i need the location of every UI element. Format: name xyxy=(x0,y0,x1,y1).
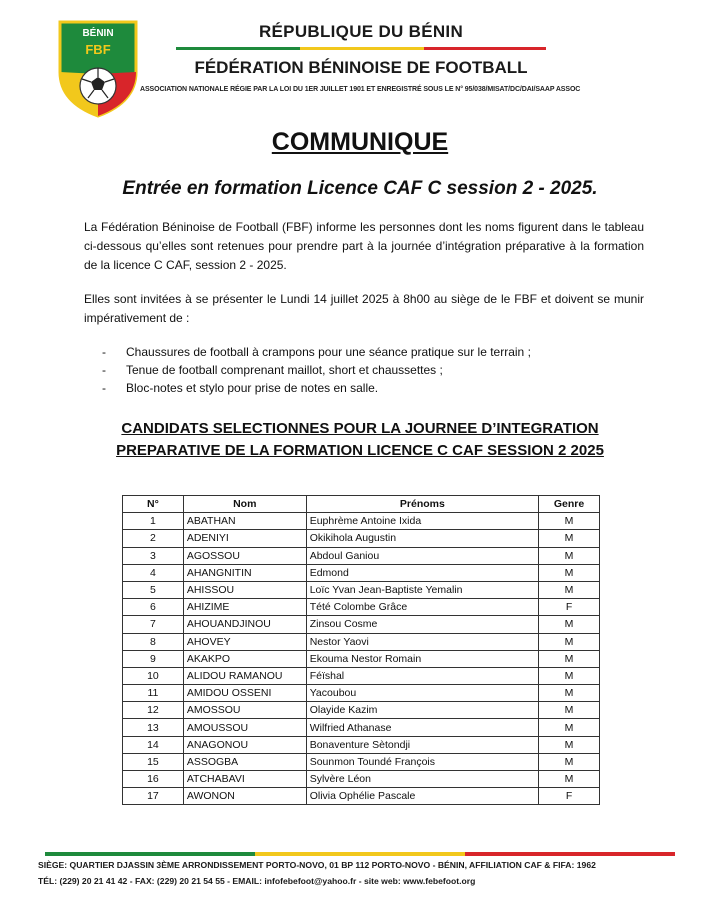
row-name: ATCHABAVI xyxy=(183,771,306,788)
row-gender: M xyxy=(539,513,600,530)
row-first-names: Okikihola Augustin xyxy=(306,530,538,547)
candidates-table xyxy=(122,495,600,805)
header-gender: Genre xyxy=(539,496,600,513)
row-number: 7 xyxy=(123,616,184,633)
footer-stripe-green xyxy=(45,852,255,856)
row-number: 10 xyxy=(123,667,184,684)
header-stripe-red xyxy=(424,47,546,50)
row-number: 11 xyxy=(123,685,184,702)
table-row xyxy=(123,530,600,547)
table-row xyxy=(123,547,600,564)
table-row xyxy=(123,719,600,736)
row-first-names: Tété Colombe Grâce xyxy=(306,599,538,616)
table-row xyxy=(123,564,600,581)
row-gender: M xyxy=(539,702,600,719)
row-name: AHOVEY xyxy=(183,633,306,650)
row-first-names: Euphrème Antoine Ixida xyxy=(306,513,538,530)
row-number: 2 xyxy=(123,530,184,547)
row-first-names: Sylvère Léon xyxy=(306,771,538,788)
footer-address: SIÈGE: QUARTIER DJASSIN 3ÈME ARRONDISSEMENT PORTO-NOVO, 01 BP 112 PORTO-NOVO - BÉNIN, AFFILIATION CAF & FIFA: 1962 xyxy=(38,860,596,870)
header-first-names: Prénoms xyxy=(306,496,538,513)
row-gender: M xyxy=(539,547,600,564)
candidates-section-title: CANDIDATS SELECTIONNES POUR LA JOURNEE D’INTEGRATION PREPARATIVE DE LA FORMATION LICENCE C CAF SESSION 2 2025 xyxy=(116,420,604,459)
row-name: AHISSOU xyxy=(183,581,306,598)
communique-subtitle: Entrée en formation Licence CAF C session 2 - 2025. xyxy=(122,178,598,199)
row-number: 5 xyxy=(123,581,184,598)
registration-line: ASSOCIATION NATIONALE RÉGIE PAR LA LOI DU 1ER JUILLET 1901 ET ENREGISTRÉ SOUS LE N° 95/038/MISAT/DC/DAI/SAAP ASSOC xyxy=(140,86,581,93)
row-number: 14 xyxy=(123,736,184,753)
row-name: ASSOGBA xyxy=(183,753,306,770)
table-row xyxy=(123,788,600,805)
table-row xyxy=(123,685,600,702)
row-name: AMOSSOU xyxy=(183,702,306,719)
intro-paragraph: La Fédération Béninoise de Football (FBF) informe les personnes dont les noms figurent dans le tableau ci-dessous qu’elles sont retenues pour prendre part à la journée d’intégration préparative à la formation de la licence C CAF, session 2 - 2025. xyxy=(84,220,644,272)
row-first-names: Nestor Yaovi xyxy=(306,633,538,650)
row-gender: M xyxy=(539,719,600,736)
row-first-names: Loïc Yvan Jean-Baptiste Yemalin xyxy=(306,581,538,598)
row-gender: F xyxy=(539,788,600,805)
row-number: 12 xyxy=(123,702,184,719)
row-name: AHOUANDJINOU xyxy=(183,616,306,633)
row-first-names: Wilfried Athanase xyxy=(306,719,538,736)
row-gender: M xyxy=(539,650,600,667)
row-name: AMOUSSOU xyxy=(183,719,306,736)
row-first-names: Abdoul Ganiou xyxy=(306,547,538,564)
table-row xyxy=(123,599,600,616)
footer-stripe-red xyxy=(465,852,675,856)
list-item: - Chaussures de football à crampons pour une séance pratique sur le terrain ; xyxy=(102,345,531,359)
bullet-marker: - xyxy=(102,345,106,359)
footer-contact: TÉL: (229) 20 21 41 42 - FAX: (229) 20 21 54 55 - EMAIL: infofebefoot@yahoo.fr - site web: www.febefoot.org xyxy=(38,876,476,886)
row-gender: M xyxy=(539,685,600,702)
communique-title: COMMUNIQUE xyxy=(271,128,449,156)
row-name: AGOSSOU xyxy=(183,547,306,564)
row-name: AKAKPO xyxy=(183,650,306,667)
row-first-names: Olayide Kazim xyxy=(306,702,538,719)
list-item: - Bloc-notes et stylo pour prise de notes en salle. xyxy=(102,381,379,395)
row-name: ADENIYI xyxy=(183,530,306,547)
row-number: 17 xyxy=(123,788,184,805)
row-number: 9 xyxy=(123,650,184,667)
row-gender: M xyxy=(539,771,600,788)
table-row xyxy=(123,736,600,753)
table-row xyxy=(123,513,600,530)
row-first-names: Sounmon Toundé François xyxy=(306,753,538,770)
table-row xyxy=(123,633,600,650)
row-first-names: Bonaventure Sètondji xyxy=(306,736,538,753)
row-gender: M xyxy=(539,581,600,598)
table-row xyxy=(123,753,600,770)
federation-title: FÉDÉRATION BÉNINOISE DE FOOTBALL xyxy=(194,58,528,77)
row-gender: M xyxy=(539,667,600,684)
row-gender: M xyxy=(539,564,600,581)
row-number: 13 xyxy=(123,719,184,736)
row-number: 3 xyxy=(123,547,184,564)
row-number: 16 xyxy=(123,771,184,788)
row-name: AHIZIME xyxy=(183,599,306,616)
row-first-names: Ekouma Nestor Romain xyxy=(306,650,538,667)
header-stripe-green xyxy=(176,47,300,50)
table-header-row xyxy=(123,496,600,513)
row-first-names: Zinsou Cosme xyxy=(306,616,538,633)
logo-country-text: BÉNIN xyxy=(82,28,114,39)
row-first-names: Féïshal xyxy=(306,667,538,684)
row-gender: M xyxy=(539,616,600,633)
fbf-logo xyxy=(50,14,146,118)
row-number: 15 xyxy=(123,753,184,770)
row-name: AMIDOU OSSENI xyxy=(183,685,306,702)
footer-stripe-yellow xyxy=(255,852,465,856)
bullet-marker: - xyxy=(102,381,106,395)
table-row xyxy=(123,667,600,684)
row-number: 4 xyxy=(123,564,184,581)
row-name: ANAGONOU xyxy=(183,736,306,753)
row-number: 6 xyxy=(123,599,184,616)
row-name: AWONON xyxy=(183,788,306,805)
table-row xyxy=(123,616,600,633)
row-gender: F xyxy=(539,599,600,616)
row-number: 1 xyxy=(123,513,184,530)
equipment-list xyxy=(102,343,622,397)
table-row xyxy=(123,650,600,667)
republic-title: RÉPUBLIQUE DU BÉNIN xyxy=(258,22,464,41)
row-gender: M xyxy=(539,753,600,770)
row-first-names: Yacoubou xyxy=(306,685,538,702)
header-stripe-yellow xyxy=(300,47,424,50)
row-gender: M xyxy=(539,530,600,547)
row-number: 8 xyxy=(123,633,184,650)
header-name: Nom xyxy=(183,496,306,513)
row-gender: M xyxy=(539,633,600,650)
header-number: N° xyxy=(123,496,184,513)
row-gender: M xyxy=(539,736,600,753)
instructions-paragraph: Elles sont invitées à se présenter le Lundi 14 juillet 2025 à 8h00 au siège de le FBF et doivent se munir impérativement de : xyxy=(84,292,644,325)
row-name: ALIDOU RAMANOU xyxy=(183,667,306,684)
row-first-names: Olivia Ophélie Pascale xyxy=(306,788,538,805)
list-item: - Tenue de football comprenant maillot, short et chaussettes ; xyxy=(102,363,443,377)
table-row xyxy=(123,702,600,719)
row-name: AHANGNITIN xyxy=(183,564,306,581)
row-name: ABATHAN xyxy=(183,513,306,530)
logo-fbf-text: FBF xyxy=(85,42,111,57)
bullet-marker: - xyxy=(102,363,106,377)
table-row xyxy=(123,771,600,788)
table-row xyxy=(123,581,600,598)
row-first-names: Edmond xyxy=(306,564,538,581)
